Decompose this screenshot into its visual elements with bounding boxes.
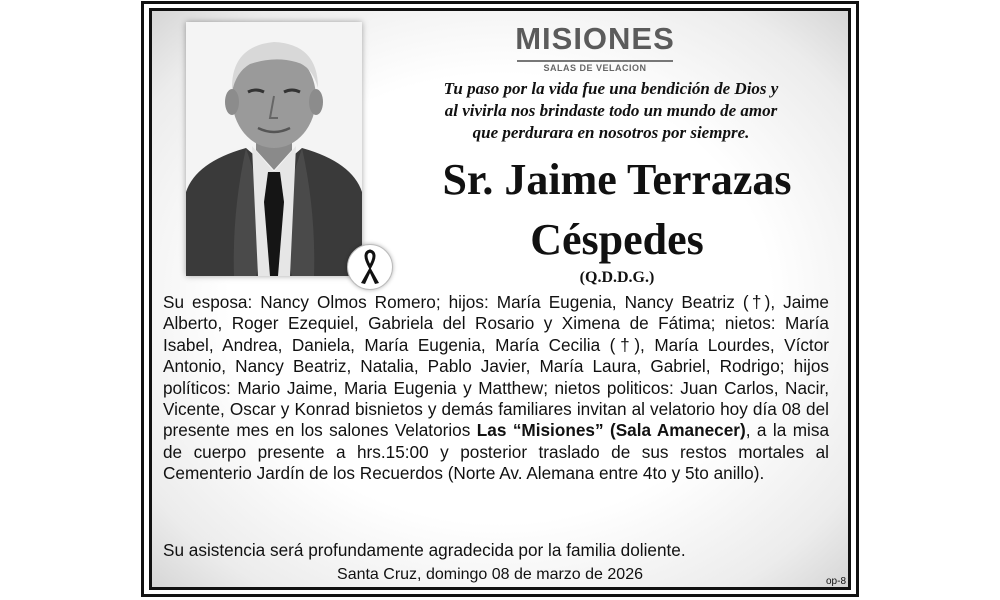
announcement-intro: Su esposa: Nancy Olmos Romero; hijos: María Eugenia, Nancy Beatriz (†), Jaime Alberto, Roger Ezequiel, Gabriela del Rosario y Ximena de Fátima; nietos: María Isabel, Andrea, Daniela, María Eugenia, María Cecilia (†), María Lourdes, Víctor Antonio, Nancy Beatriz, Natalia, Pablo Javier, María Laura, Gabriel, Rodrigo; hijos políticos: Mario Jaime, Maria Eugenia y Matthew; nietos politicos: Juan Carlos, Nacir, Vicente, Oscar y Konrad bisnietos y demás familiares invitan al velatorio hoy día 08 del presente mes en los salones Velatorios (163, 292, 829, 441)
name-line-1: Sr. Jaime Terrazas (442, 155, 792, 204)
announcement-body (163, 292, 829, 485)
name-line-2: Céspedes (530, 215, 704, 264)
portrait-photo (186, 22, 362, 276)
brand-name: MISIONES (515, 21, 675, 56)
brand-tagline: SALAS DE VELACION (543, 63, 647, 73)
brand-divider (517, 60, 673, 62)
announcement-details: , a la misa de cuerpo presente a hrs.15:00 y posterior traslado de sus restos mortales al Cementerio Jardín de los Recuerdos (Norte Av. Alemana entre 4to y 5to anillo). (163, 420, 829, 484)
dateline: Santa Cruz, domingo 08 de marzo de 2026 (337, 566, 643, 583)
brand-logo (505, 22, 685, 74)
mourning-ribbon-icon (347, 244, 393, 290)
memorial-quote (396, 78, 826, 144)
qddg-abbreviation: (Q.D.D.G.) (579, 269, 655, 286)
quote-line-2: al vivirla nos brindaste todo un mundo de amor (444, 101, 778, 120)
reference-code: op-8 (825, 576, 846, 587)
announcement-venue: Las “Misiones” (Sala Amanecer) (476, 420, 746, 441)
announcement-closing: Su asistencia será profundamente agradecida por la familia doliente. (163, 540, 686, 560)
deceased-name (392, 150, 842, 270)
quote-line-3: que perdurara en nosotros por siempre. (472, 123, 750, 142)
quote-line-1: Tu paso por la vida fue una bendición de Dios y (443, 79, 779, 98)
